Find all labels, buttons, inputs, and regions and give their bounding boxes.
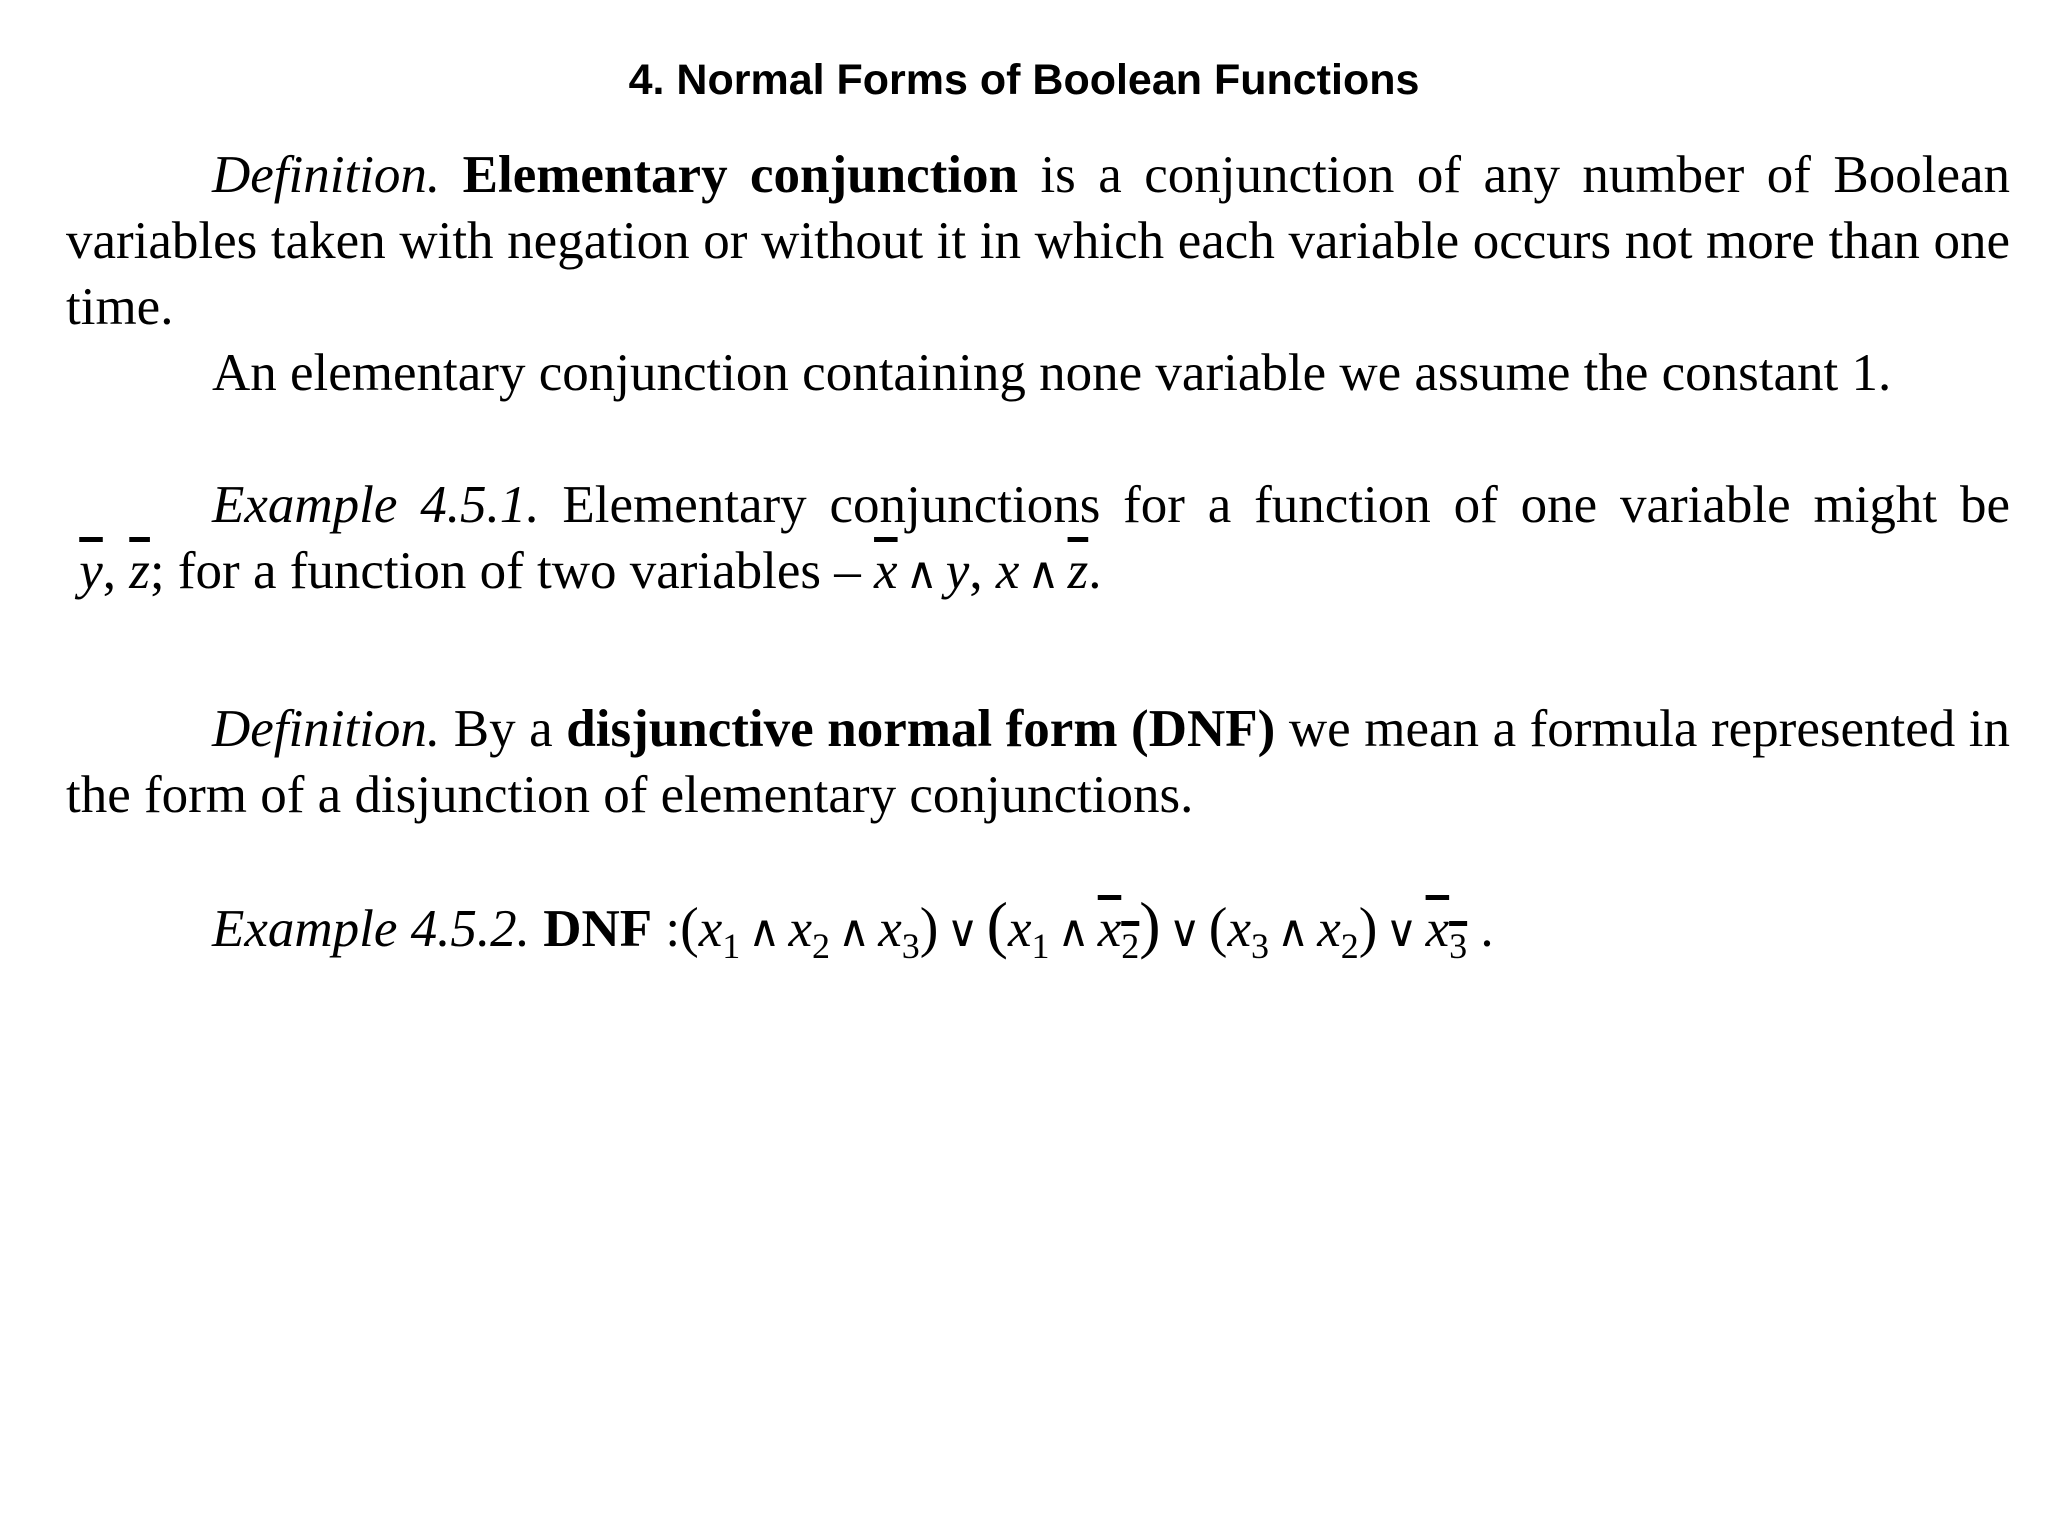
term-elementary-conjunction: Elementary conjunction [462,146,1018,204]
definition-note: An elementary conjunction containing none variable we assume the constant 1. [212,344,1892,402]
definition-text-before: By a [453,700,553,758]
page-title: 4. Normal Forms of Boolean Functions [628,56,1420,104]
example-label: Example 4.5.2. [212,900,530,958]
term-dnf-short: DNF [543,900,653,958]
definition-label: Definition. [212,146,441,204]
example-label: Example 4.5.1. [212,476,540,534]
definition-text-after: we mean a formula represented in the form of a disjunction of elementary conjunctions. [66,700,2011,824]
definition-text: is a conjunction of any number of Boolean variables taken with negation or without it in which each variable occurs not more than one time. [66,146,2010,336]
definition-label: Definition. [212,700,441,758]
example-mid-text: ; for a function of two variables – [149,542,861,600]
definition-dnf [66,696,2010,828]
formula-two-variables: $\overline{x}$ ∧ y, x ∧ $\overline{z}$ [874,542,1089,600]
term-dnf: disjunctive normal form (DNF) [566,700,1276,758]
example-4-5-2 [66,889,2010,967]
example-4-5-1: Example 4.5.1. Elementary conjunctions for a function of one variable might be $\overline{y}$, $\overline{z}$; for a function of two variables – $\overline{x}$ ∧ y, x ∧ $\overline{z}$. [66,472,2010,607]
example-text: Elementary conjunctions for a function of one variable might be [562,476,2010,534]
formula-one-variable: $\overline{y}$, $\overline{z}$ [79,542,150,600]
definition-elementary-conjunction [66,142,2010,340]
dnf-formula: $:(x_1$ ∧ $x_2$ ∧ $x_3$) ∨ ($x_1$ ∧ $x_2$) ∨ ($x_3$ ∧ $x_2$) ∨ $x_3$ . [665,889,1494,966]
